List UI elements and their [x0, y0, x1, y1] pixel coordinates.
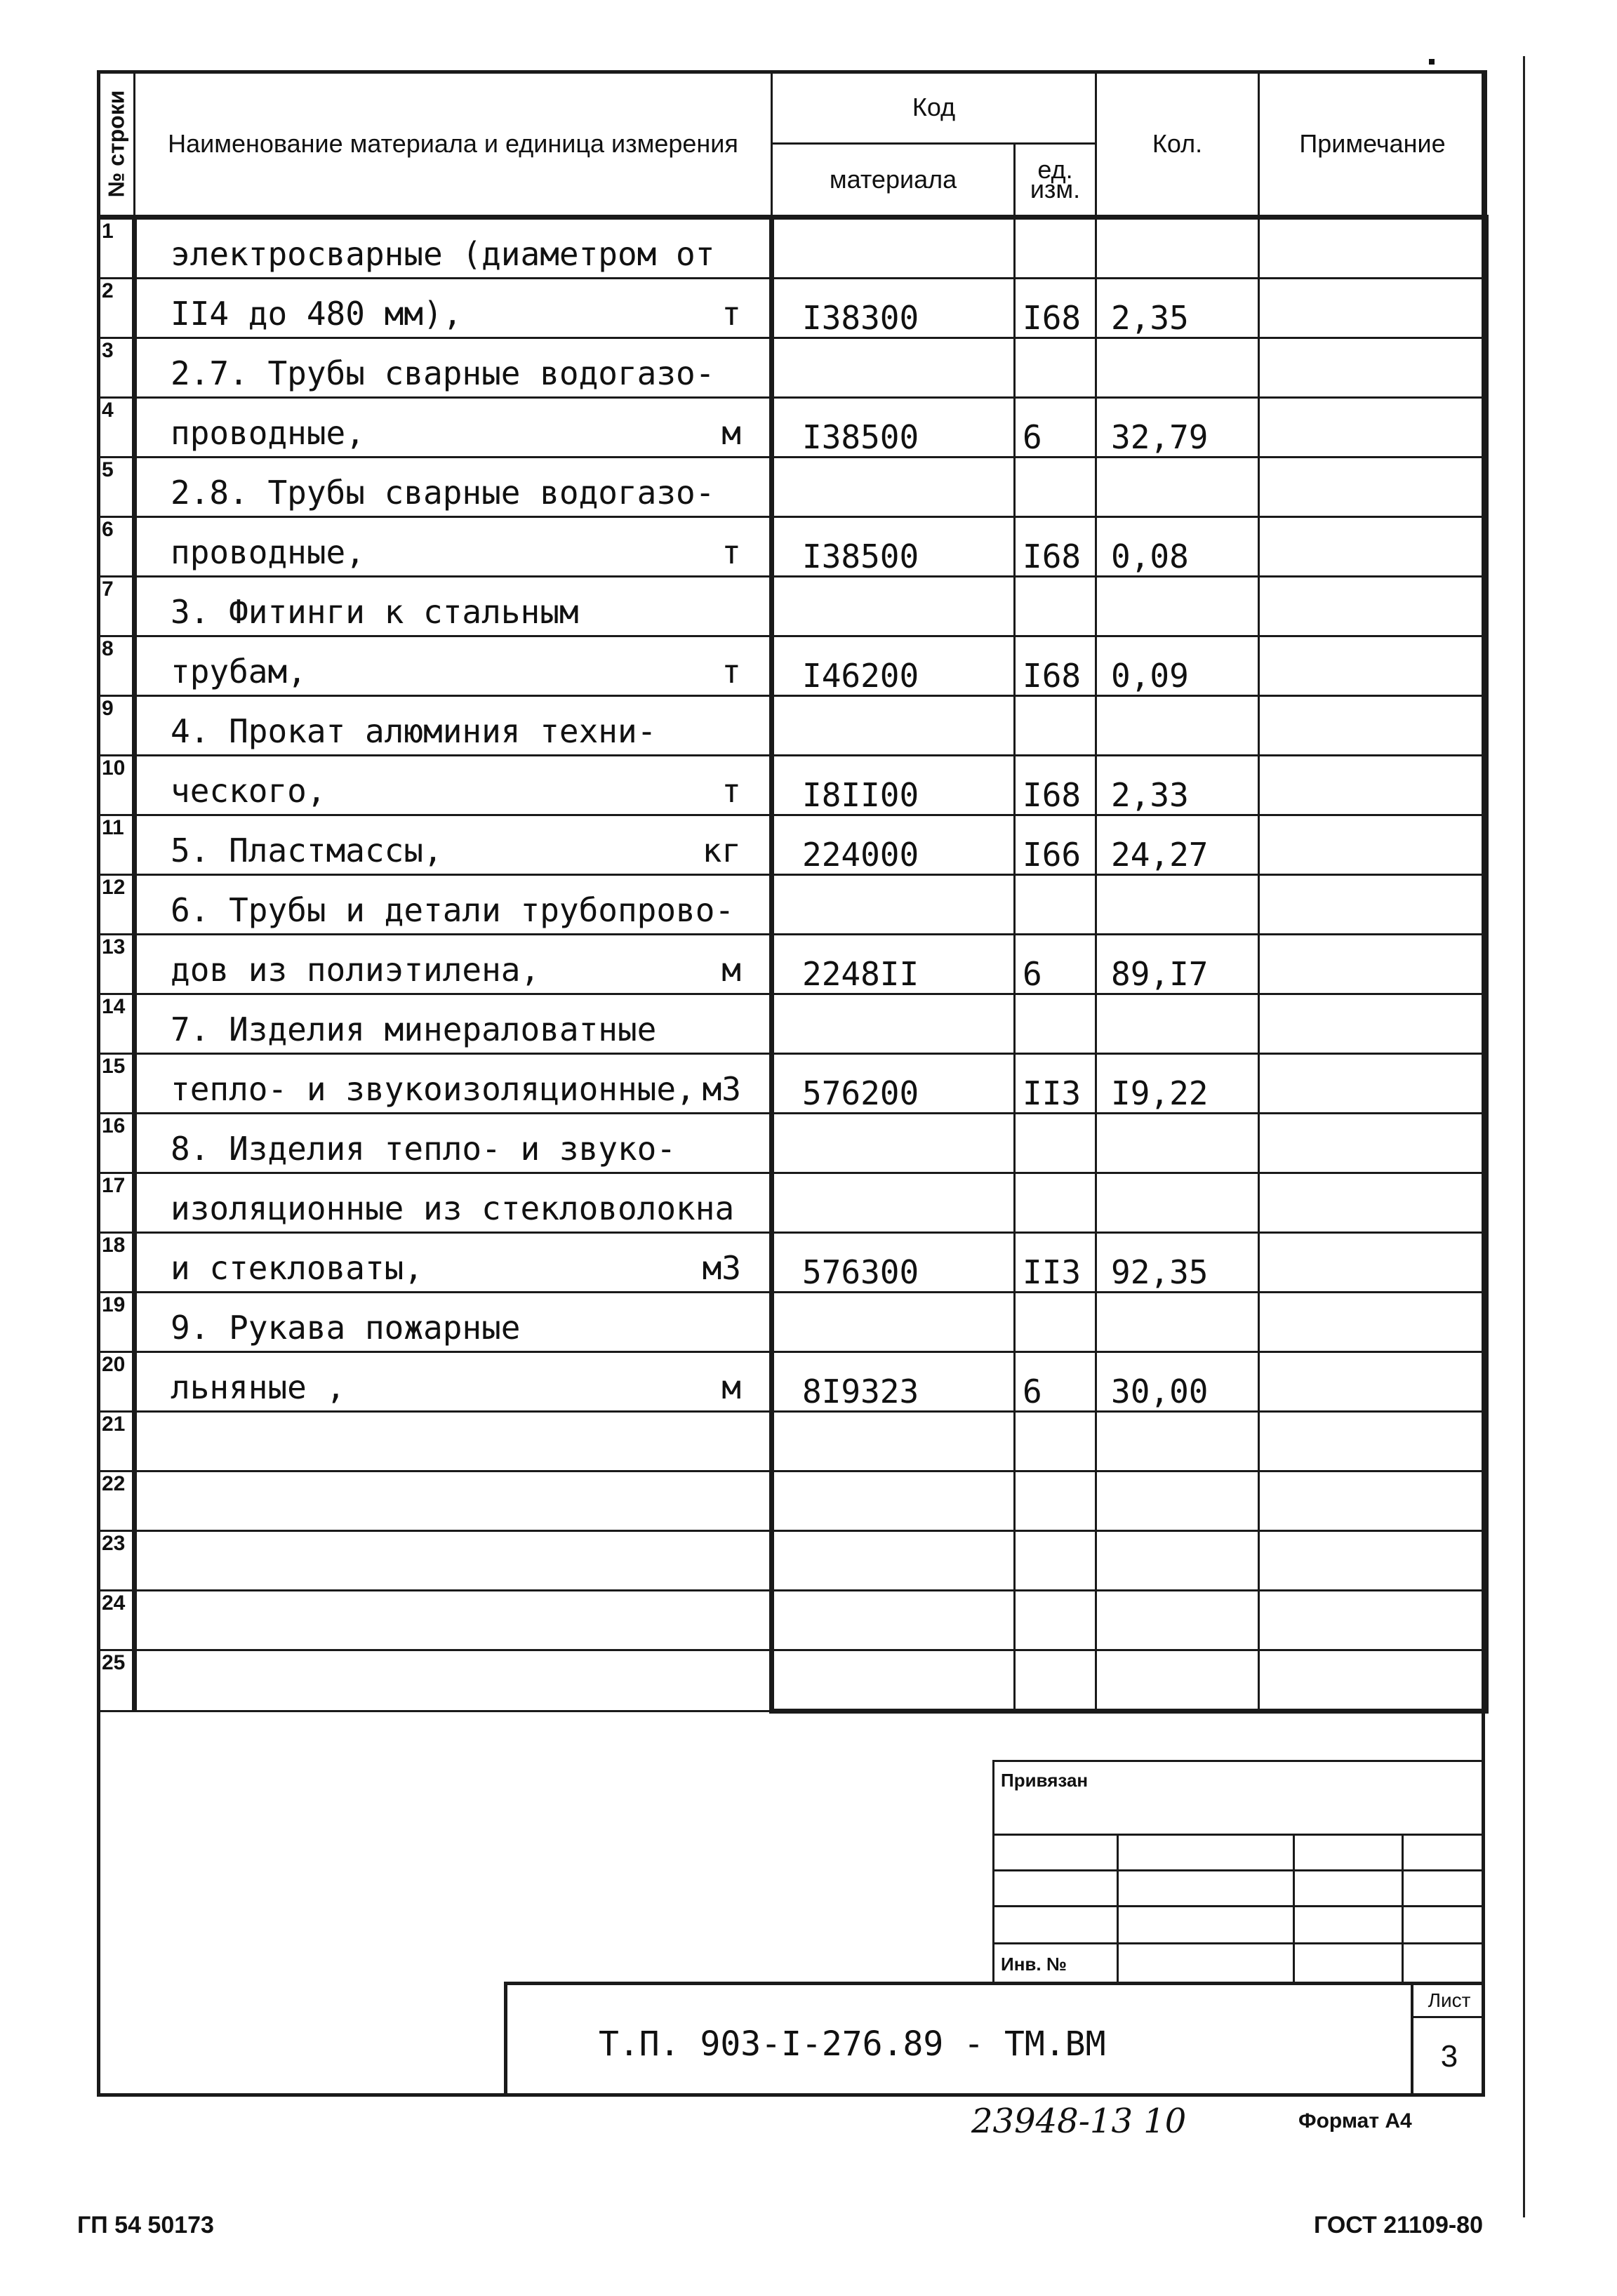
line-number: 10	[98, 756, 135, 815]
material-name	[135, 1114, 772, 1173]
material-name-text: II4 до 480 мм),	[171, 295, 463, 333]
line-number: 4	[98, 398, 135, 458]
note	[1259, 1114, 1486, 1173]
material-code: I38500	[772, 398, 1015, 458]
table-row	[98, 636, 1486, 696]
material-code	[772, 1412, 1015, 1471]
material-name	[135, 577, 772, 636]
quantity: 89,I7	[1096, 935, 1259, 994]
unit-code	[1015, 1412, 1096, 1471]
quantity: 24,27	[1096, 815, 1259, 875]
quantity	[1096, 577, 1259, 636]
line-number: 25	[98, 1650, 135, 1711]
material-code: 576200	[772, 1054, 1015, 1114]
material-code: 576300	[772, 1233, 1015, 1293]
quantity	[1096, 1650, 1259, 1711]
title-block	[504, 1982, 1485, 2097]
material-code	[772, 1531, 1015, 1591]
note-header: Примечание	[1259, 72, 1486, 218]
material-code	[772, 1591, 1015, 1650]
material-code: I38500	[772, 517, 1015, 577]
material-name	[135, 756, 772, 815]
material-name-text: 9. Рукава пожарные	[171, 1309, 521, 1347]
material-code	[772, 218, 1015, 279]
note	[1259, 1293, 1486, 1352]
table-row	[98, 1412, 1486, 1471]
table-row	[98, 1650, 1486, 1711]
unit-code-header: ед. изм.	[1015, 144, 1096, 218]
line-number: 19	[98, 1293, 135, 1352]
table-row	[98, 1471, 1486, 1531]
material-code-header: материала	[772, 144, 1015, 218]
quantity	[1096, 696, 1259, 756]
material-name	[135, 279, 772, 338]
material-name-text: электросварные (диаметром от	[171, 235, 715, 273]
unit-code: 6	[1015, 398, 1096, 458]
material-unit: кг	[702, 832, 741, 869]
material-code	[772, 338, 1015, 398]
unit-code	[1015, 994, 1096, 1054]
unit-code	[1015, 1650, 1096, 1711]
table-row	[98, 577, 1486, 636]
material-name	[135, 1471, 772, 1531]
table-row	[98, 218, 1486, 279]
material-code	[772, 1114, 1015, 1173]
handwritten-number: 23948-13 10	[971, 2102, 1187, 2141]
material-name	[135, 1173, 772, 1233]
material-name-text: льняные ,	[171, 1368, 346, 1406]
material-name	[135, 1233, 772, 1293]
sheet-number: 3	[1440, 2039, 1458, 2074]
quantity	[1096, 875, 1259, 935]
quantity	[1096, 994, 1259, 1054]
quantity	[1096, 458, 1259, 517]
material-name	[135, 875, 772, 935]
line-number: 20	[98, 1352, 135, 1412]
material-code: 8I9323	[772, 1352, 1015, 1412]
material-name-text: 8. Изделия тепло- и звуко-	[171, 1130, 677, 1168]
unit-code	[1015, 1173, 1096, 1233]
note	[1259, 756, 1486, 815]
unit-code	[1015, 218, 1096, 279]
line-number: 1	[98, 218, 135, 279]
note	[1259, 1173, 1486, 1233]
table-row	[98, 1531, 1486, 1591]
quantity: 30,00	[1096, 1352, 1259, 1412]
quantity	[1096, 1293, 1259, 1352]
material-name-text: 7. Изделия минераловатные	[171, 1010, 657, 1048]
line-number: 23	[98, 1531, 135, 1591]
qty-header: Кол.	[1096, 72, 1259, 218]
material-code	[772, 1173, 1015, 1233]
note	[1259, 1233, 1486, 1293]
unit-code: II3	[1015, 1233, 1096, 1293]
table-row	[98, 756, 1486, 815]
unit-code	[1015, 338, 1096, 398]
unit-code: 6	[1015, 1352, 1096, 1412]
material-unit: м	[721, 951, 741, 989]
quantity	[1096, 338, 1259, 398]
line-number: 8	[98, 636, 135, 696]
material-name	[135, 696, 772, 756]
quantity	[1096, 1114, 1259, 1173]
material-unit: т	[721, 295, 741, 333]
line-number: 15	[98, 1054, 135, 1114]
material-code	[772, 875, 1015, 935]
corner-mark	[1429, 59, 1435, 65]
material-name	[135, 935, 772, 994]
line-number: 9	[98, 696, 135, 756]
table-row	[98, 517, 1486, 577]
material-code	[772, 1471, 1015, 1531]
table-row	[98, 875, 1486, 935]
material-name-text: изоляционные из стекловолокна	[171, 1189, 735, 1227]
quantity	[1096, 1412, 1259, 1471]
quantity: 92,35	[1096, 1233, 1259, 1293]
material-code	[772, 1293, 1015, 1352]
material-name	[135, 398, 772, 458]
material-name	[135, 1293, 772, 1352]
table-row	[98, 1114, 1486, 1173]
material-code: I46200	[772, 636, 1015, 696]
table-row	[98, 696, 1486, 756]
quantity	[1096, 1591, 1259, 1650]
sheet-label: Лист	[1413, 1985, 1485, 2018]
unit-code	[1015, 1531, 1096, 1591]
note	[1259, 636, 1486, 696]
binding-stamp	[992, 1760, 1485, 1982]
material-code: 224000	[772, 815, 1015, 875]
table-row	[98, 1173, 1486, 1233]
material-name-text: 5. Пластмассы,	[171, 832, 443, 869]
line-number: 16	[98, 1114, 135, 1173]
table-row	[98, 1352, 1486, 1412]
footer-left: ГП 54 50173	[77, 2212, 214, 2238]
material-name	[135, 338, 772, 398]
material-name-text: 3. Фитинги к стальным	[171, 593, 579, 631]
note	[1259, 218, 1486, 279]
material-name-text: тепло- и звукоизоляционные,	[171, 1070, 696, 1108]
note	[1259, 1591, 1486, 1650]
quantity	[1096, 1531, 1259, 1591]
quantity: 0,09	[1096, 636, 1259, 696]
line-number: 6	[98, 517, 135, 577]
material-name	[135, 994, 772, 1054]
material-name-text: и стекловаты,	[171, 1249, 424, 1287]
material-unit: т	[721, 533, 741, 571]
unit-code: 6	[1015, 935, 1096, 994]
unit-code: I68	[1015, 517, 1096, 577]
bound-label: Привязан	[1001, 1770, 1089, 1791]
unit-code: II3	[1015, 1054, 1096, 1114]
material-name-text: проводные,	[171, 533, 365, 571]
material-code	[772, 577, 1015, 636]
material-name	[135, 1531, 772, 1591]
line-number: 22	[98, 1471, 135, 1531]
note	[1259, 279, 1486, 338]
line-number: 11	[98, 815, 135, 875]
table-row	[98, 338, 1486, 398]
table-row	[98, 935, 1486, 994]
material-name	[135, 1650, 772, 1711]
material-name	[135, 218, 772, 279]
unit-code: I66	[1015, 815, 1096, 875]
material-name	[135, 636, 772, 696]
line-number: 13	[98, 935, 135, 994]
line-number: 14	[98, 994, 135, 1054]
material-unit: м	[721, 1368, 741, 1406]
material-code	[772, 458, 1015, 517]
format-label: Формат А4	[1298, 2109, 1412, 2133]
line-number: 5	[98, 458, 135, 517]
quantity: 0,08	[1096, 517, 1259, 577]
material-name	[135, 517, 772, 577]
material-name	[135, 1412, 772, 1471]
line-number-header: № строки	[98, 72, 135, 218]
note	[1259, 935, 1486, 994]
table-row	[98, 815, 1486, 875]
unit-code	[1015, 1293, 1096, 1352]
quantity	[1096, 1173, 1259, 1233]
materials-table	[97, 70, 1489, 1714]
note	[1259, 338, 1486, 398]
material-name	[135, 1352, 772, 1412]
unit-code	[1015, 458, 1096, 517]
sheet-cell	[1411, 1985, 1485, 2097]
material-name-text: 2.8. Трубы сварные водогазо-	[171, 474, 715, 512]
note	[1259, 1352, 1486, 1412]
line-number: 21	[98, 1412, 135, 1471]
name-header: Наименование материала и единица измерения	[135, 72, 772, 218]
material-name	[135, 458, 772, 517]
material-code	[772, 994, 1015, 1054]
note	[1259, 1412, 1486, 1471]
material-name-text: 4. Прокат алюминия техни-	[171, 712, 657, 750]
note	[1259, 458, 1486, 517]
material-code	[772, 696, 1015, 756]
note	[1259, 696, 1486, 756]
unit-code	[1015, 696, 1096, 756]
material-name-text: 6. Трубы и детали трубопрово-	[171, 891, 735, 929]
unit-code: I68	[1015, 279, 1096, 338]
line-number: 2	[98, 279, 135, 338]
note	[1259, 875, 1486, 935]
quantity	[1096, 218, 1259, 279]
material-code: I38300	[772, 279, 1015, 338]
line-number: 18	[98, 1233, 135, 1293]
material-name-text: дов из полиэтилена,	[171, 951, 540, 989]
margin-line	[1523, 56, 1525, 2217]
material-unit: м3	[702, 1070, 741, 1108]
unit-code: I68	[1015, 636, 1096, 696]
material-code: I8II00	[772, 756, 1015, 815]
material-unit: т	[721, 772, 741, 810]
material-name-text: трубам,	[171, 653, 307, 690]
unit-code	[1015, 577, 1096, 636]
quantity: I9,22	[1096, 1054, 1259, 1114]
material-name-text: 2.7. Трубы сварные водогазо-	[171, 354, 715, 392]
table-row	[98, 1233, 1486, 1293]
table-row	[98, 1591, 1486, 1650]
note	[1259, 398, 1486, 458]
document-number: Т.П. 903-I-276.89 - ТМ.ВМ	[599, 2024, 1106, 2064]
material-name	[135, 1591, 772, 1650]
note	[1259, 815, 1486, 875]
table-row	[98, 398, 1486, 458]
quantity: 2,35	[1096, 279, 1259, 338]
note	[1259, 1471, 1486, 1531]
material-unit: м	[721, 414, 741, 452]
table-row	[98, 1054, 1486, 1114]
unit-code	[1015, 1471, 1096, 1531]
inventory-label: Инв. №	[1001, 1954, 1067, 1975]
note	[1259, 1531, 1486, 1591]
line-number: 17	[98, 1173, 135, 1233]
table-row	[98, 1293, 1486, 1352]
table-row	[98, 458, 1486, 517]
quantity: 32,79	[1096, 398, 1259, 458]
note	[1259, 577, 1486, 636]
material-code	[772, 1650, 1015, 1711]
material-name	[135, 1054, 772, 1114]
line-number: 7	[98, 577, 135, 636]
unit-code	[1015, 1591, 1096, 1650]
material-name-text: ческого,	[171, 772, 326, 810]
material-code: 2248II	[772, 935, 1015, 994]
unit-code	[1015, 875, 1096, 935]
note	[1259, 1054, 1486, 1114]
unit-code	[1015, 1114, 1096, 1173]
table-row	[98, 994, 1486, 1054]
line-number: 24	[98, 1591, 135, 1650]
note	[1259, 517, 1486, 577]
quantity	[1096, 1471, 1259, 1531]
unit-code: I68	[1015, 756, 1096, 815]
code-header: Код	[772, 72, 1096, 144]
note	[1259, 994, 1486, 1054]
line-number: 12	[98, 875, 135, 935]
quantity: 2,33	[1096, 756, 1259, 815]
line-number: 3	[98, 338, 135, 398]
table-row	[98, 279, 1486, 338]
material-name-text: проводные,	[171, 414, 365, 452]
note	[1259, 1650, 1486, 1711]
material-name	[135, 815, 772, 875]
material-unit: т	[721, 653, 741, 690]
material-unit: м3	[702, 1249, 741, 1287]
footer-right: ГОСТ 21109-80	[1314, 2212, 1484, 2238]
